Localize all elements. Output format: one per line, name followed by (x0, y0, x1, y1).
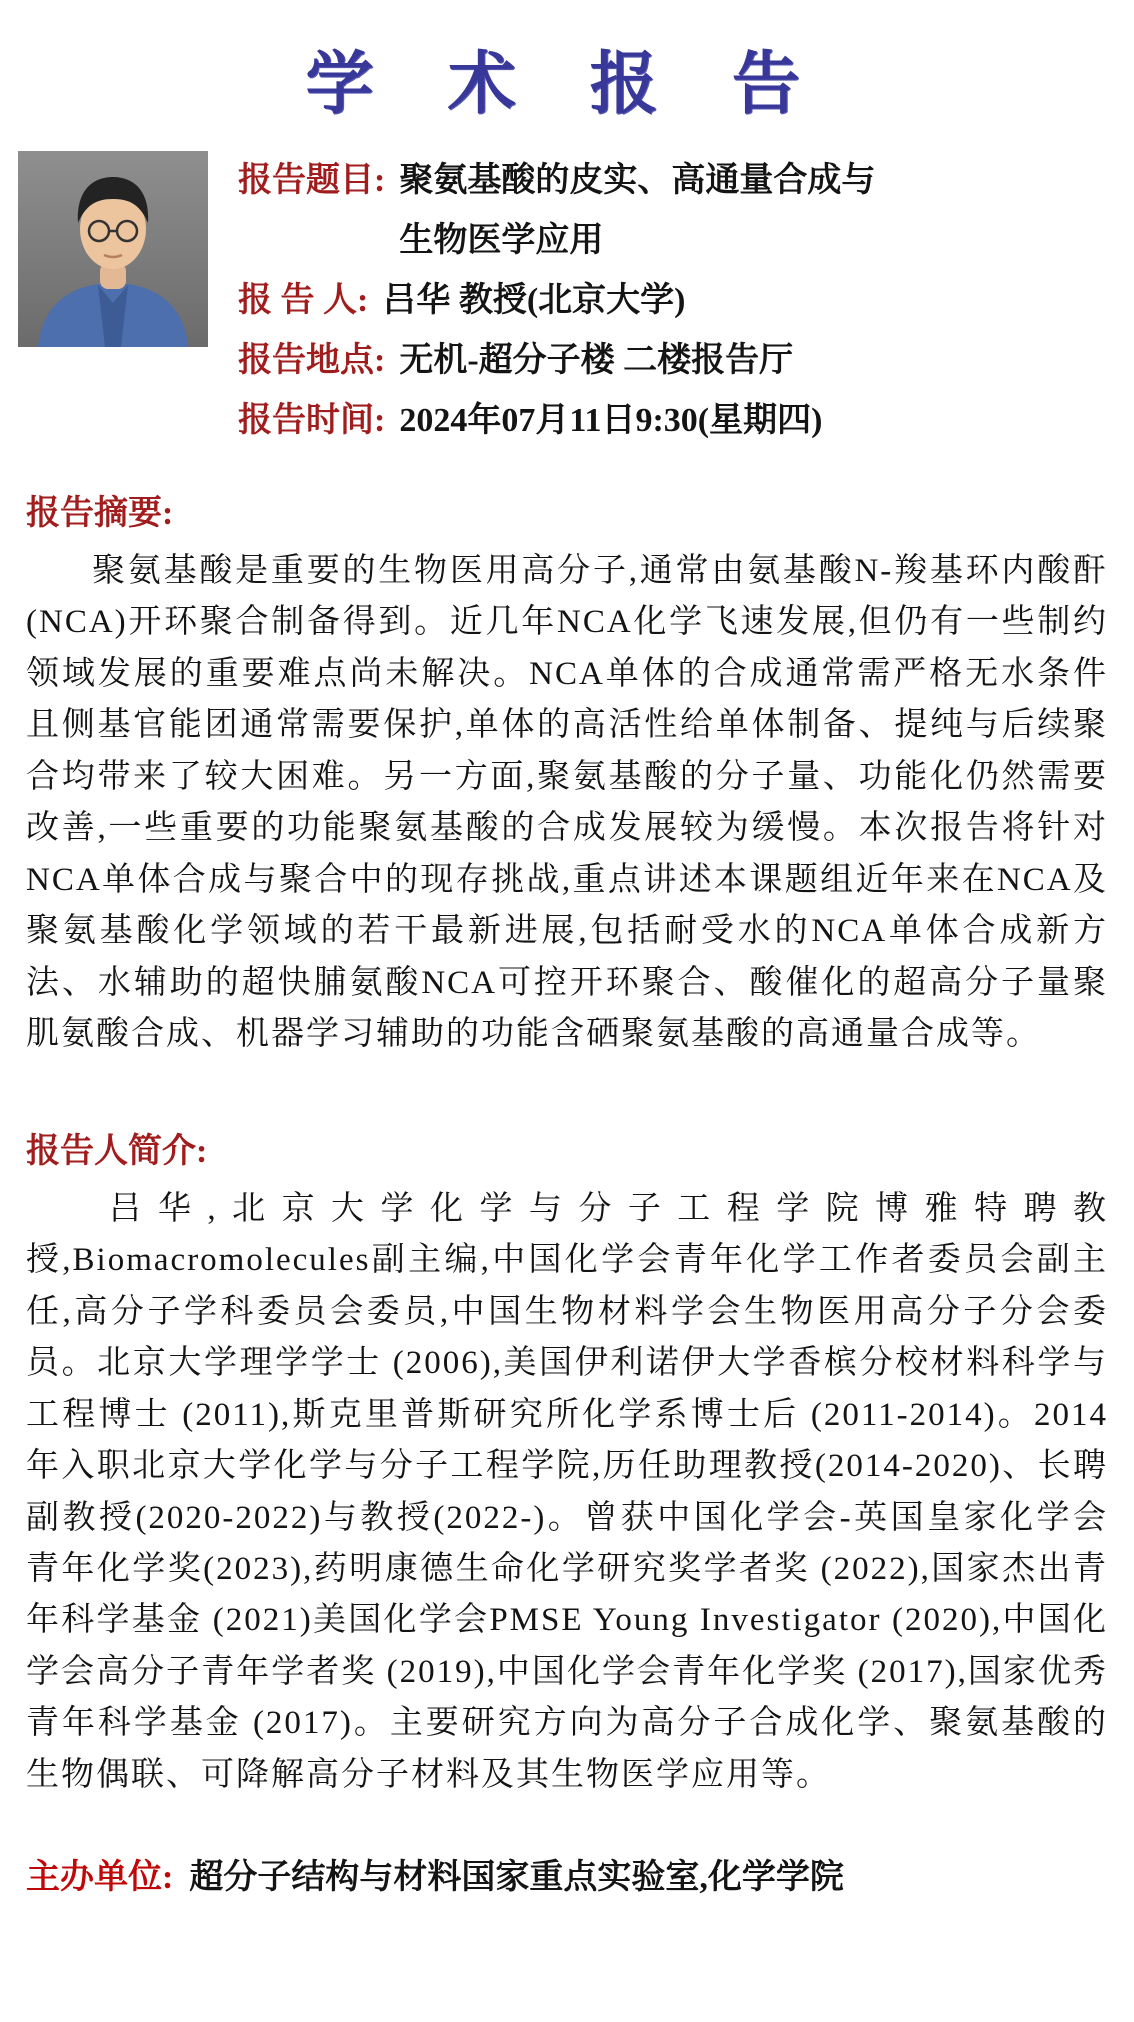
abstract-paragraph: 聚氨基酸是重要的生物医用高分子,通常由氨基酸N-羧基环内酸酐(NCA)开环聚合制备得到。近几年NCA化学飞速发展,但仍有一些制约领域发展的重要难点尚未解决。NCA单体的合成通常需严格无水条件且侧基官能团通常需要保护,单体的高活性给单体制备、提纯与后续聚合均带来了较大困难。另一方面,聚氨基酸的分子量、功能化仍然需要改善,一些重要的功能聚氨基酸的合成发展较为缓慢。本次报告将针对NCA单体合成与聚合中的现存挑战,重点讲述本课题组近年来在NCA及聚氨基酸化学领域的若干最新进展,包括耐受水的NCA单体合成新方法、水辅助的超快脯氨酸NCA可控开环聚合、酸催化的超高分子量聚肌氨酸合成、机器学习辅助的功能含硒聚氨基酸的高通量合成等。 (26, 553, 1108, 1053)
bio-paragraph: 吕华,北京大学化学与分子工程学院博雅特聘教授,Biomacromolecules副主编,中国化学会青年化学工作者委员会副主任,高分子学科委员会委员,中国生物材料学会生物医用高分子分会委员。北京大学理学学士 (2006),美国伊利诺伊大学香槟分校材料科学与工程博士 (2011),斯克里普斯研究所化学系博士后 (2011-2014)。2014年入职北京大学化学与分子工程学院,历任助理教授(2014-2020)、长聘副教授(2020-2022)与教授(2022-)。曾获中国化学会-英国皇家化学会青年化学奖(2023),药明康德生命化学研究奖学者奖 (2022),国家杰出青年科学基金 (2021)美国化学会PMSE Young Investigator (2020),中国化学会高分子青年学者奖 (2019),中国化学会青年化学奖 (2017),国家优秀青年科学基金 (2017)。主要研究方向为高分子合成化学、聚氨基酸的生物偶联、可降解高分子材料及其生物医学应用等。 (26, 1190, 1108, 1793)
field-title (238, 151, 1116, 271)
organizer-label: 主办单位: (26, 1859, 174, 1897)
title-value-line2: 生物医学应用 (399, 222, 604, 259)
talk-info-section (0, 151, 1134, 451)
location-value: 无机-超分子楼 二楼报告厅 (399, 342, 794, 379)
speaker-photo (18, 151, 208, 347)
talk-fields (238, 151, 1116, 451)
person-icon (18, 151, 208, 347)
abstract-heading: 报告摘要: (26, 495, 174, 532)
organizer-value: 超分子结构与材料国家重点实验室,化学学院 (189, 1859, 844, 1897)
bio-heading: 报告人简介: (26, 1132, 208, 1170)
title-value-line1: 聚氨基酸的皮实、高通量合成与 (399, 162, 876, 199)
page-title: 学 术 报 告 (305, 46, 829, 122)
time-label: 报告时间: (238, 402, 386, 439)
title-value (399, 151, 875, 271)
field-location (238, 331, 1116, 391)
organizer-row (0, 1849, 1134, 1898)
speaker-value: 吕华 教授(北京大学) (382, 282, 686, 319)
speaker-label: 报 告 人: (238, 282, 369, 319)
field-speaker (238, 271, 1116, 331)
time-value: 2024年07月11日9:30(星期四) (399, 402, 823, 439)
title-label: 报告题目: (238, 162, 386, 199)
field-time (238, 391, 1116, 451)
location-label: 报告地点: (238, 342, 386, 379)
